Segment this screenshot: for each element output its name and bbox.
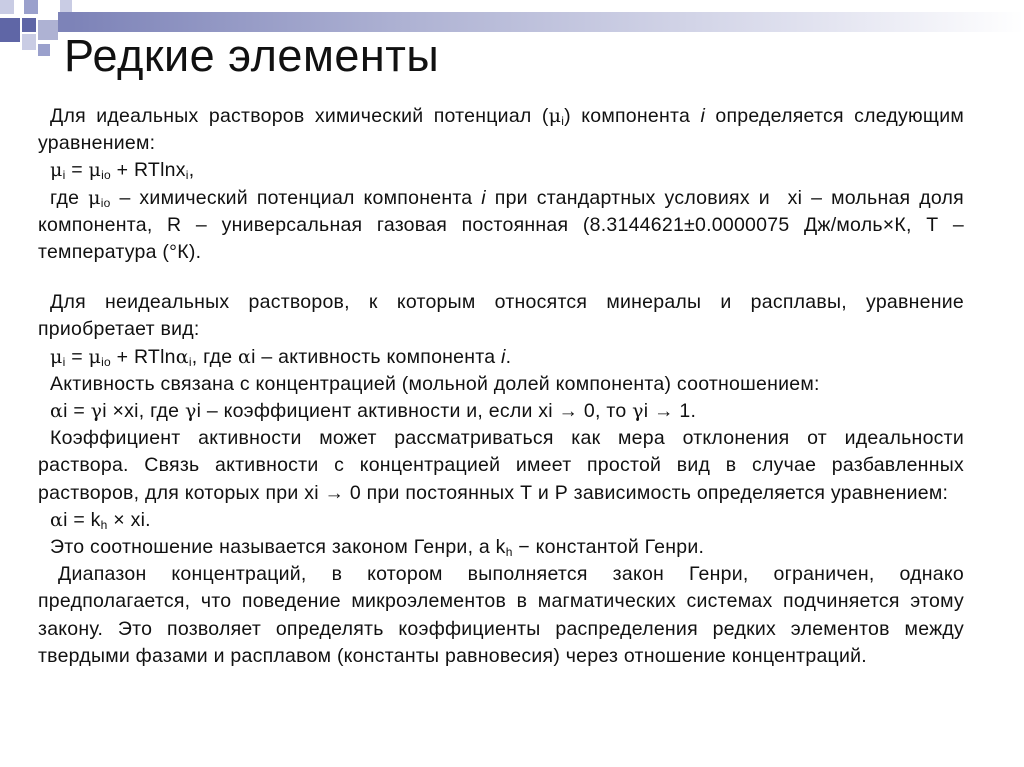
slide-title: Редкие элементы [64,30,440,81]
equation-ideal: $\mu_i = \mu_{io} + RTlnx_i$, [50,159,195,183]
slide-body [38,103,964,670]
paragraph-definitions: где $\mu_{io}$ – химический потенциал компонента i при стандартных условиях и xi – мольная доля компонента, R – универсальная газовая постоянная (8.3144621±0.0000075 Дж/моль×К, Т – температура (°К). [38,186,964,264]
paragraph-activity-coefficient: Коэффициент активности может рассматриваться как мера отклонения от идеальности раствора. Связь активности с концентрацией имеет простой вид в случае разбавленных растворов, для которых при xi → 0 при постоянных Т и Р зависимость определяется уравнением: [38,427,964,504]
paragraph-nonideal-solutions: Для неидеальных растворов, к которым относятся минералы и расплавы, уравнение приобретает вид: [38,291,964,341]
equation-nonideal: $\mu_i = \mu_{io} + RTln\alpha_i$, где αi – активность компонента i. [50,345,512,369]
paragraph-henry-range: Диапазон концентраций, в котором выполняется закон Генри, ограничен, однако предполагается, что поведение микроэлементов в магматических системах подчиняется этому закону. Это позволяет определять коэффициенты распределения редких элементов между твердыми фазами и расплавом (константы равновесия) через отношение концентраций. [38,563,964,667]
paragraph-ideal-solutions: Для идеальных растворов химический потенциал $(\mu_i)$ компонента i определяется следующим уравнением: [38,105,964,155]
equation-henry: $\alpha i = k_h$ × xi. [50,508,151,532]
equation-activity: αi = γi ×xi, где γi – коэффициент активности и, если xi → 0, то γi → 1. [50,400,697,423]
paragraph-activity-relation: Активность связана с концентрацией (мольной долей компонента) соотношением: [50,372,820,395]
header-gradient-bar [72,12,1024,32]
paragraph-henry-law: Это соотношение называется законом Генри, а $k_h$ − константой Генри. [50,536,705,560]
